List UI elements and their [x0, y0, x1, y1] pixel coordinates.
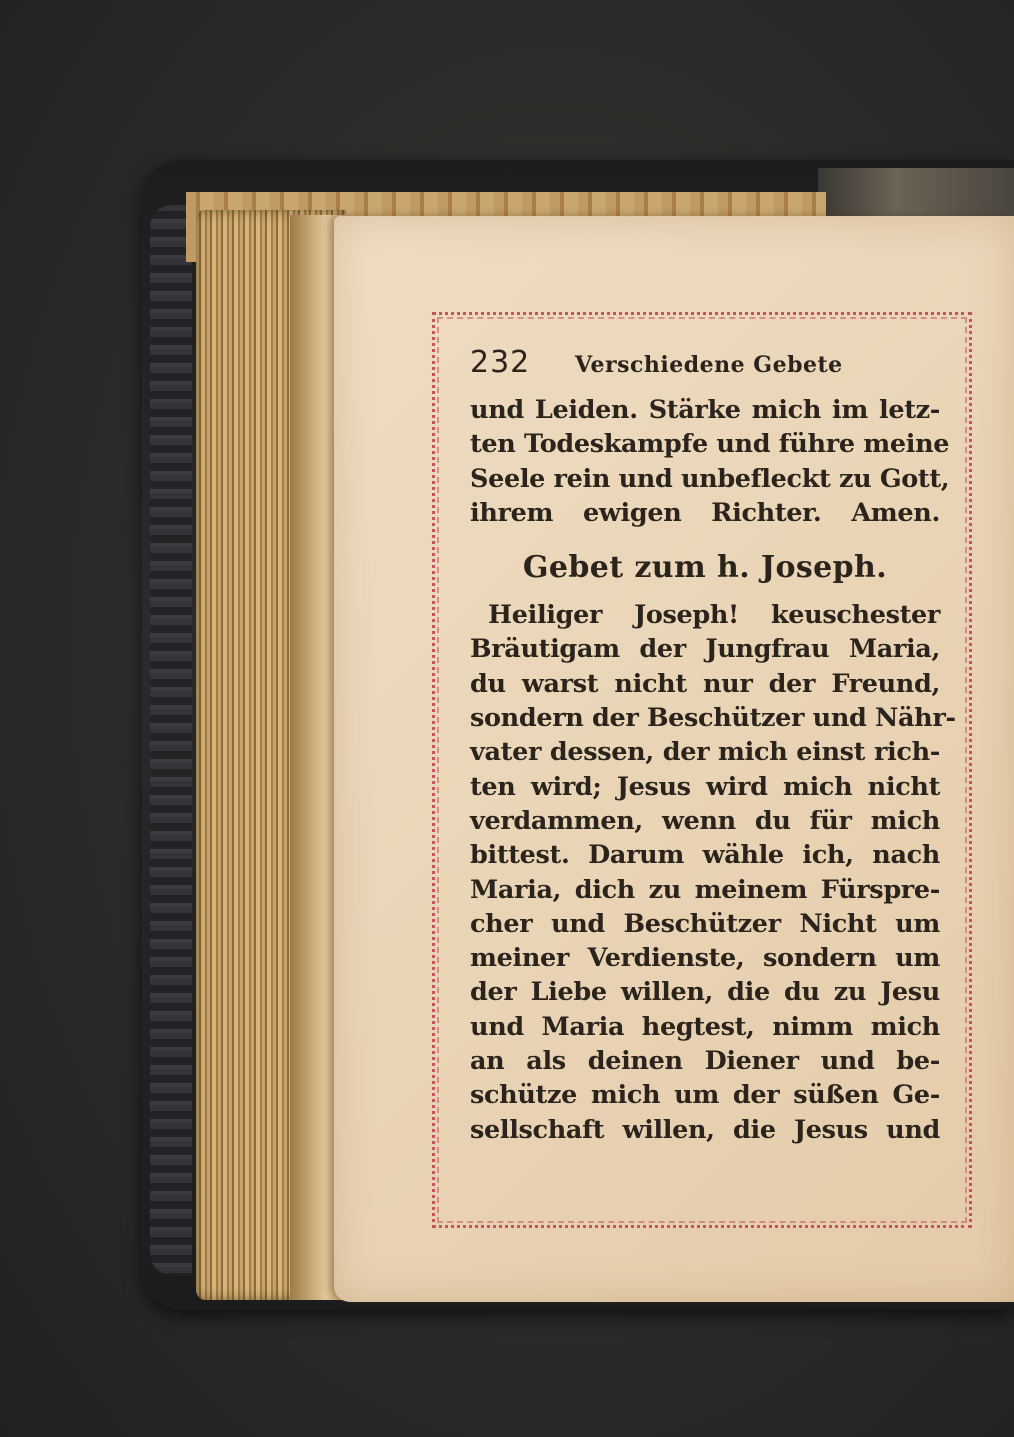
text-line: und Maria hegtest, nimm mich	[470, 1011, 940, 1042]
text-line: ten Todeskampfe und führe meine	[470, 429, 950, 460]
text-line: bittest. Darum wähle ich, nach	[470, 840, 940, 871]
text-line: an als deinen Diener und be-	[470, 1046, 940, 1077]
text-line: meiner Verdienste, sondern um	[470, 943, 940, 974]
text-line: Heiliger Joseph! keuschester	[488, 600, 940, 631]
text-line: der Liebe willen, die du zu Jesu	[470, 977, 940, 1008]
text-line: ten wird; Jesus wird mich nicht	[470, 771, 940, 802]
cover-spine-edge	[150, 205, 192, 1275]
page-number: 232	[470, 345, 531, 380]
text-line: Maria, dich zu meinem Fürspre-	[470, 874, 940, 905]
text-line: schütze mich um der süßen Ge-	[470, 1080, 940, 1111]
text-line: ihrem ewigen Richter. Amen.	[470, 497, 940, 528]
text-line: sondern der Beschützer und Nähr-	[470, 703, 956, 734]
text-line: cher und Beschützer Nicht um	[470, 908, 940, 939]
prayer-heading: Gebet zum h. Joseph.	[522, 550, 888, 586]
text-line: Seele rein und unbefleckt zu Gott,	[470, 463, 950, 494]
text-line: und Leiden. Stärke mich im letz-	[470, 395, 940, 425]
text-line: sellschaft willen, die Jesus und	[470, 1114, 940, 1145]
page-text	[470, 345, 956, 1147]
text-line: verdammen, wenn du für mich	[470, 805, 940, 836]
text-line: vater dessen, der mich einst rich-	[470, 737, 940, 768]
text-line: Bräutigam der Jungfrau Maria,	[470, 634, 940, 665]
running-head	[470, 345, 940, 393]
cover-worn-corner	[818, 168, 1014, 218]
text-line: du warst nicht nur der Freund,	[470, 668, 940, 699]
running-title: Verschiedene Gebete	[575, 352, 843, 378]
